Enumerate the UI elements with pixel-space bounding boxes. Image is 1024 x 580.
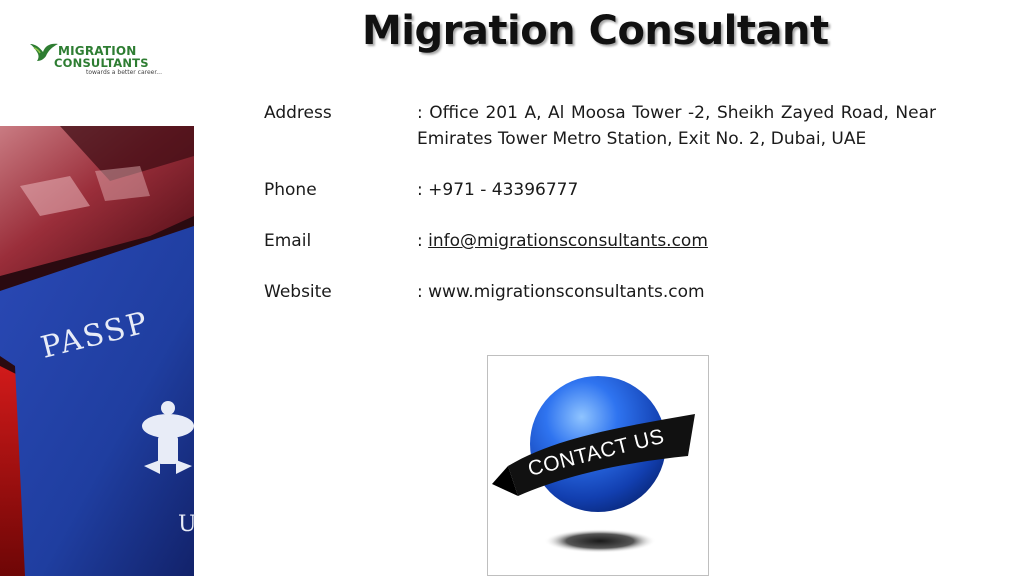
email-colon: : bbox=[417, 231, 429, 251]
contact-us-image bbox=[487, 355, 709, 576]
page-title: Migration Consultant bbox=[362, 8, 829, 54]
passport-text: PASSP bbox=[37, 305, 153, 366]
address-text: Office 201 A, Al Moosa Tower -2, Sheikh Zayed Road, Near Emirates Tower Metro Station, Exit No. 2, Dubai, UAE bbox=[417, 103, 936, 149]
phone-text: +971 - 43396777 bbox=[428, 180, 579, 200]
email-link[interactable]: info@migrationsconsultants.com bbox=[428, 231, 708, 251]
phone-label: Phone bbox=[264, 180, 317, 200]
address-label: Address bbox=[264, 103, 332, 123]
logo-line-1: MIGRATION bbox=[58, 44, 137, 58]
website-row bbox=[264, 279, 936, 305]
address-row bbox=[264, 100, 936, 152]
website-label: Website bbox=[264, 282, 332, 302]
email-row bbox=[264, 228, 936, 254]
website-colon: : bbox=[417, 282, 429, 302]
logo-line-2: CONSULTANTS bbox=[54, 56, 149, 70]
website-text: www.migrationsconsultants.com bbox=[428, 282, 705, 302]
contact-us-text: CONTACT US bbox=[525, 424, 667, 481]
contact-info bbox=[264, 100, 936, 305]
address-value bbox=[417, 100, 936, 152]
sphere-shadow bbox=[544, 529, 656, 553]
phone-row bbox=[264, 177, 936, 203]
company-logo bbox=[28, 38, 162, 78]
email-value bbox=[417, 228, 936, 254]
passport-letter: U bbox=[178, 512, 197, 537]
phone-colon: : bbox=[417, 180, 429, 200]
address-colon: : bbox=[417, 103, 430, 123]
phone-value bbox=[417, 177, 936, 203]
logo-tagline: towards a better career... bbox=[86, 69, 162, 76]
email-label: Email bbox=[264, 231, 312, 251]
passport-image bbox=[0, 126, 197, 576]
website-value bbox=[417, 279, 936, 305]
